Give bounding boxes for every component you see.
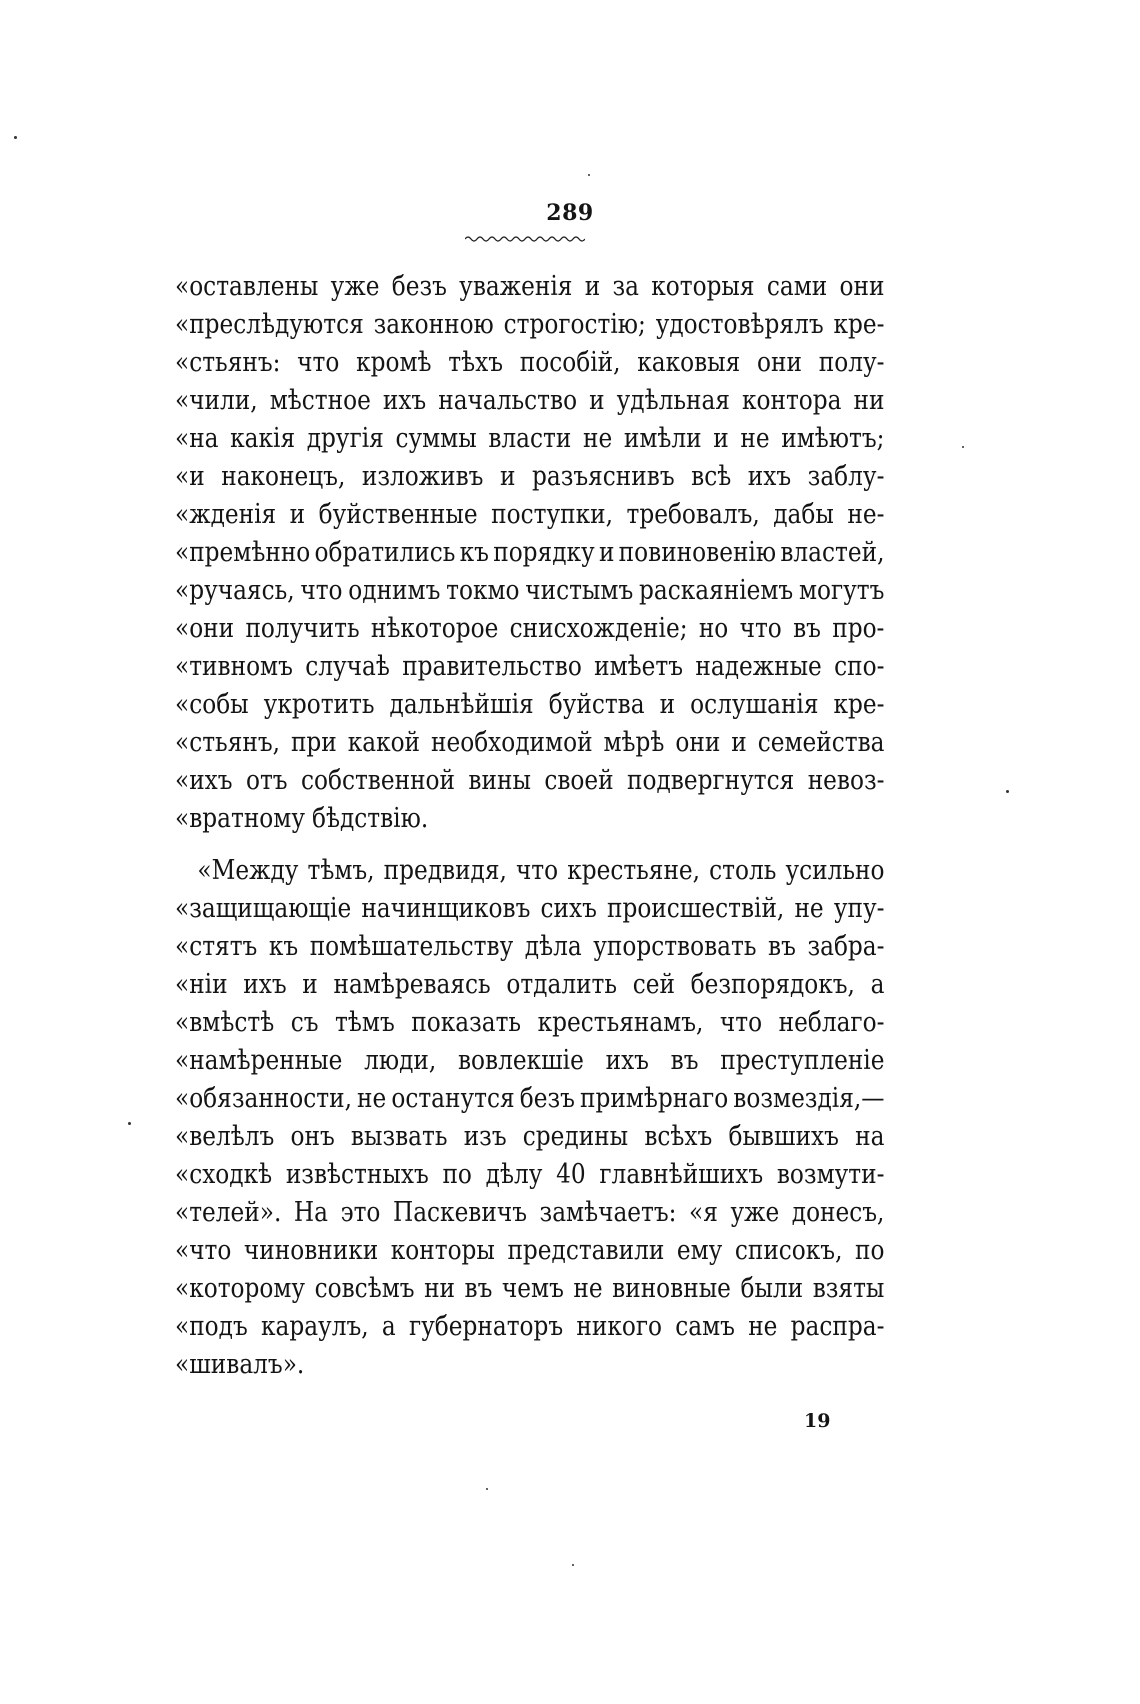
text-line: «ихъ отъ собственной вины своей подвергнутся невоз- [175, 765, 885, 796]
text-line: «и наконецъ, изложивъ и разъяснивъ всѣ ихъ заблу- [175, 461, 885, 492]
text-line: «премѣнно обратились къ порядку и повиновенію властей, [175, 537, 885, 568]
text-line: «стьянъ: что кромѣ тѣхъ пособій, каковыя они полу- [175, 347, 885, 378]
text-line: «преслѣдуются законною строгостію; удостовѣрялъ кре- [175, 309, 885, 340]
text-line: «тивномъ случаѣ правительство имѣетъ надежные спо- [175, 651, 885, 682]
text-line: «вратному бѣдствію. [175, 803, 429, 834]
text-line: «намѣренные люди, вовлекшіе ихъ въ преступленіе [175, 1045, 885, 1076]
text-line: «собы укротить дальнѣйшія буйства и ослушанія кре- [175, 689, 885, 720]
text-line: «оставлены уже безъ уваженія и за которыя сами они [175, 271, 885, 302]
text-line: «защищающіе начинщиковъ сихъ происшествій, не упу- [175, 893, 885, 924]
text-line: «обязанности, не останутся безъ примѣрнаго возмездія,— [175, 1083, 885, 1114]
signature-mark: 19 [804, 1410, 831, 1432]
text-line: «сходкѣ извѣстныхъ по дѣлу 40 главнѣйшихъ возмути- [175, 1159, 885, 1190]
scan-speck [128, 1122, 131, 1125]
text-line: «что чиновники конторы представили ему списокъ, по [175, 1235, 885, 1266]
scan-speck [486, 1488, 488, 1490]
text-line: «которому совсѣмъ ни въ чемъ не виновные были взяты [175, 1273, 885, 1304]
text-line: «стьянъ, при какой необходимой мѣрѣ они и семейства [175, 727, 885, 758]
paragraph-gap [175, 838, 885, 852]
paragraphs [175, 268, 885, 1384]
paragraph [175, 852, 885, 1384]
text-line: «телей». На это Паскевичъ замѣчаетъ: «я уже донесъ, [175, 1197, 885, 1228]
text-line: «чили, мѣстное ихъ начальство и удѣльная контора ни [175, 385, 885, 416]
text-line: «на какія другія суммы власти не имѣли и не имѣютъ; [175, 423, 885, 454]
body-text [175, 268, 885, 1384]
text-line: «Между тѣмъ, предвидя, что крестьяне, столь усильно [197, 855, 885, 886]
text-line: «они получить нѣкоторое снисхожденіе; но что въ про- [175, 613, 885, 644]
text-line: «вмѣстѣ съ тѣмъ показать крестьянамъ, что неблаго- [175, 1007, 885, 1038]
text-line: «велѣлъ онъ вызвать изъ средины всѣхъ бывшихъ на [175, 1121, 885, 1152]
scan-speck [1006, 790, 1009, 793]
header-wavy-rule [465, 234, 585, 244]
text-line: «стятъ къ помѣшательству дѣла упорствовать въ забра- [175, 931, 885, 962]
text-line: «ніи ихъ и намѣреваясь отдалить сей безпорядокъ, а [175, 969, 885, 1000]
page-number: 289 [546, 200, 594, 226]
text-line: «подъ караулъ, а губернаторъ никого самъ не распра- [175, 1311, 885, 1342]
scan-speck [572, 1564, 574, 1566]
text-line: «ручаясь, что однимъ токмо чистымъ раскаяніемъ могутъ [175, 575, 885, 606]
scan-speck [14, 136, 17, 139]
scan-speck [962, 446, 964, 448]
text-line: «шивалъ». [175, 1349, 305, 1380]
text-line: «жденія и буйственные поступки, требовалъ, дабы не- [175, 499, 885, 530]
scan-speck [588, 174, 590, 176]
paragraph [175, 268, 885, 838]
